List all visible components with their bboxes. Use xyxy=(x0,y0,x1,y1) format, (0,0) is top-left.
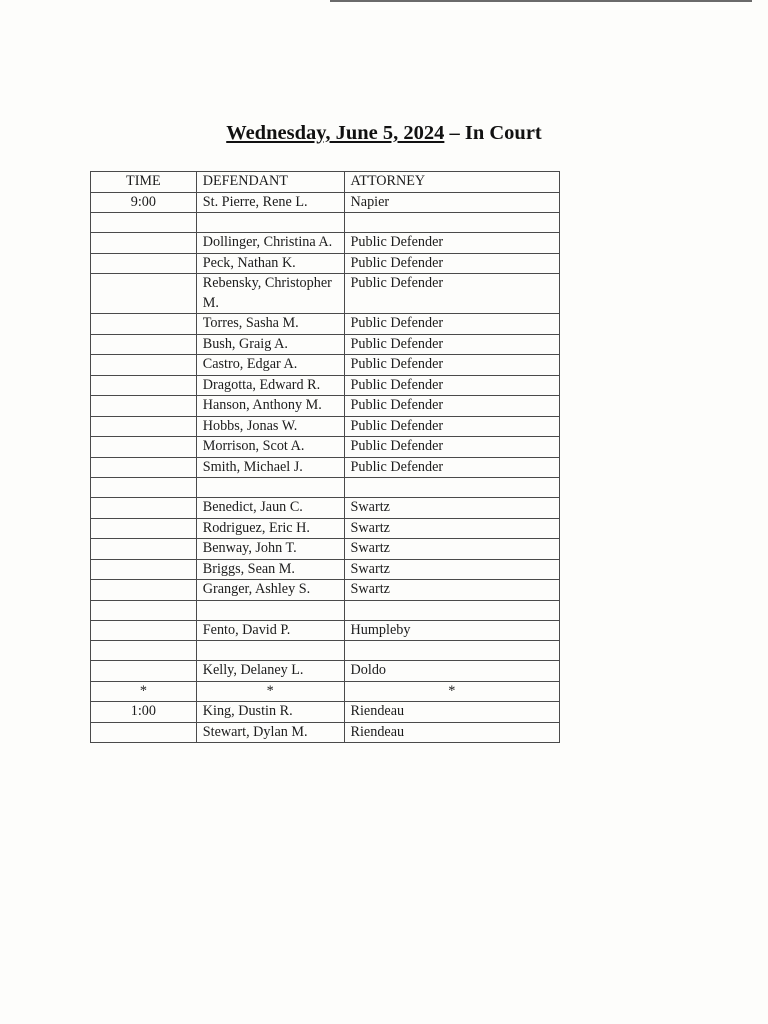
table-row xyxy=(91,702,560,723)
attorney-cell: Riendeau xyxy=(344,722,559,743)
header-time: TIME xyxy=(91,172,197,193)
time-cell xyxy=(91,518,197,539)
defendant-cell: Castro, Edgar A. xyxy=(196,355,344,376)
table-row xyxy=(91,314,560,335)
table-row xyxy=(91,253,560,274)
defendant-cell: Dollinger, Christina A. xyxy=(196,233,344,254)
attorney-cell: Napier xyxy=(344,192,559,213)
attorney-cell: Public Defender xyxy=(344,375,559,396)
attorney-cell: Humpleby xyxy=(344,620,559,641)
schedule-body xyxy=(91,192,560,743)
time-cell xyxy=(91,498,197,519)
time-cell xyxy=(91,233,197,254)
attorney-cell: Public Defender xyxy=(344,314,559,335)
table-row xyxy=(91,559,560,580)
attorney-cell: Riendeau xyxy=(344,702,559,723)
defendant-cell: Morrison, Scot A. xyxy=(196,437,344,458)
time-cell xyxy=(91,334,197,355)
table-row xyxy=(91,334,560,355)
defendant-cell: Smith, Michael J. xyxy=(196,457,344,478)
time-cell xyxy=(91,274,197,314)
attorney-cell xyxy=(344,478,559,498)
attorney-cell: Public Defender xyxy=(344,396,559,417)
attorney-cell: Swartz xyxy=(344,580,559,601)
header-row xyxy=(91,172,560,193)
page-title xyxy=(0,122,768,145)
table-row xyxy=(91,355,560,376)
defendant-cell: Hanson, Anthony M. xyxy=(196,396,344,417)
time-cell xyxy=(91,396,197,417)
time-cell xyxy=(91,641,197,661)
time-cell: * xyxy=(91,681,197,702)
table-row xyxy=(91,233,560,254)
time-cell xyxy=(91,661,197,682)
defendant-cell: King, Dustin R. xyxy=(196,702,344,723)
defendant-cell xyxy=(196,641,344,661)
table-row xyxy=(91,641,560,661)
table-row xyxy=(91,478,560,498)
attorney-cell: Public Defender xyxy=(344,457,559,478)
attorney-cell: * xyxy=(344,681,559,702)
time-cell xyxy=(91,437,197,458)
defendant-cell: Benway, John T. xyxy=(196,539,344,560)
time-cell xyxy=(91,600,197,620)
defendant-cell: Benedict, Jaun C. xyxy=(196,498,344,519)
table-row xyxy=(91,681,560,702)
table-row xyxy=(91,518,560,539)
defendant-cell: St. Pierre, Rene L. xyxy=(196,192,344,213)
defendant-cell: Torres, Sasha M. xyxy=(196,314,344,335)
time-cell xyxy=(91,478,197,498)
defendant-cell: Stewart, Dylan M. xyxy=(196,722,344,743)
time-cell xyxy=(91,375,197,396)
court-schedule-table xyxy=(90,171,560,743)
table-row xyxy=(91,416,560,437)
attorney-cell: Doldo xyxy=(344,661,559,682)
defendant-cell: Rebensky, Christopher M. xyxy=(196,274,344,314)
attorney-cell xyxy=(344,600,559,620)
attorney-cell: Swartz xyxy=(344,498,559,519)
table-row xyxy=(91,375,560,396)
table-row xyxy=(91,498,560,519)
time-cell xyxy=(91,457,197,478)
attorney-cell xyxy=(344,641,559,661)
defendant-cell xyxy=(196,478,344,498)
defendant-cell: * xyxy=(196,681,344,702)
defendant-cell: Bush, Graig A. xyxy=(196,334,344,355)
time-cell xyxy=(91,559,197,580)
defendant-cell xyxy=(196,213,344,233)
table-row xyxy=(91,661,560,682)
table-row xyxy=(91,213,560,233)
time-cell xyxy=(91,314,197,335)
title-location: In Court xyxy=(464,122,542,144)
time-cell xyxy=(91,213,197,233)
table-row xyxy=(91,457,560,478)
defendant-cell: Rodriguez, Eric H. xyxy=(196,518,344,539)
title-date: Wednesday, June 5, 2024 xyxy=(226,122,445,144)
header-attorney: ATTORNEY xyxy=(344,172,559,193)
defendant-cell: Granger, Ashley S. xyxy=(196,580,344,601)
attorney-cell: Public Defender xyxy=(344,274,559,314)
table-row xyxy=(91,580,560,601)
attorney-cell: Public Defender xyxy=(344,437,559,458)
attorney-cell: Swartz xyxy=(344,539,559,560)
header-defendant: DEFENDANT xyxy=(196,172,344,193)
table-row xyxy=(91,396,560,417)
title-separator: – xyxy=(444,122,465,144)
time-cell xyxy=(91,253,197,274)
table-row xyxy=(91,600,560,620)
time-cell xyxy=(91,580,197,601)
defendant-cell: Kelly, Delaney L. xyxy=(196,661,344,682)
attorney-cell: Public Defender xyxy=(344,334,559,355)
time-cell xyxy=(91,620,197,641)
defendant-cell: Fento, David P. xyxy=(196,620,344,641)
time-cell xyxy=(91,355,197,376)
time-cell xyxy=(91,539,197,560)
table-row xyxy=(91,722,560,743)
table-row xyxy=(91,539,560,560)
scan-edge-line xyxy=(330,0,752,2)
table-row xyxy=(91,437,560,458)
table-row xyxy=(91,274,560,314)
table-row xyxy=(91,620,560,641)
attorney-cell: Public Defender xyxy=(344,416,559,437)
table-row xyxy=(91,192,560,213)
attorney-cell xyxy=(344,213,559,233)
time-cell xyxy=(91,722,197,743)
defendant-cell: Dragotta, Edward R. xyxy=(196,375,344,396)
defendant-cell: Hobbs, Jonas W. xyxy=(196,416,344,437)
attorney-cell: Public Defender xyxy=(344,355,559,376)
defendant-cell xyxy=(196,600,344,620)
time-cell: 1:00 xyxy=(91,702,197,723)
defendant-cell: Briggs, Sean M. xyxy=(196,559,344,580)
attorney-cell: Swartz xyxy=(344,559,559,580)
defendant-cell: Peck, Nathan K. xyxy=(196,253,344,274)
time-cell xyxy=(91,416,197,437)
attorney-cell: Public Defender xyxy=(344,233,559,254)
attorney-cell: Swartz xyxy=(344,518,559,539)
attorney-cell: Public Defender xyxy=(344,253,559,274)
time-cell: 9:00 xyxy=(91,192,197,213)
